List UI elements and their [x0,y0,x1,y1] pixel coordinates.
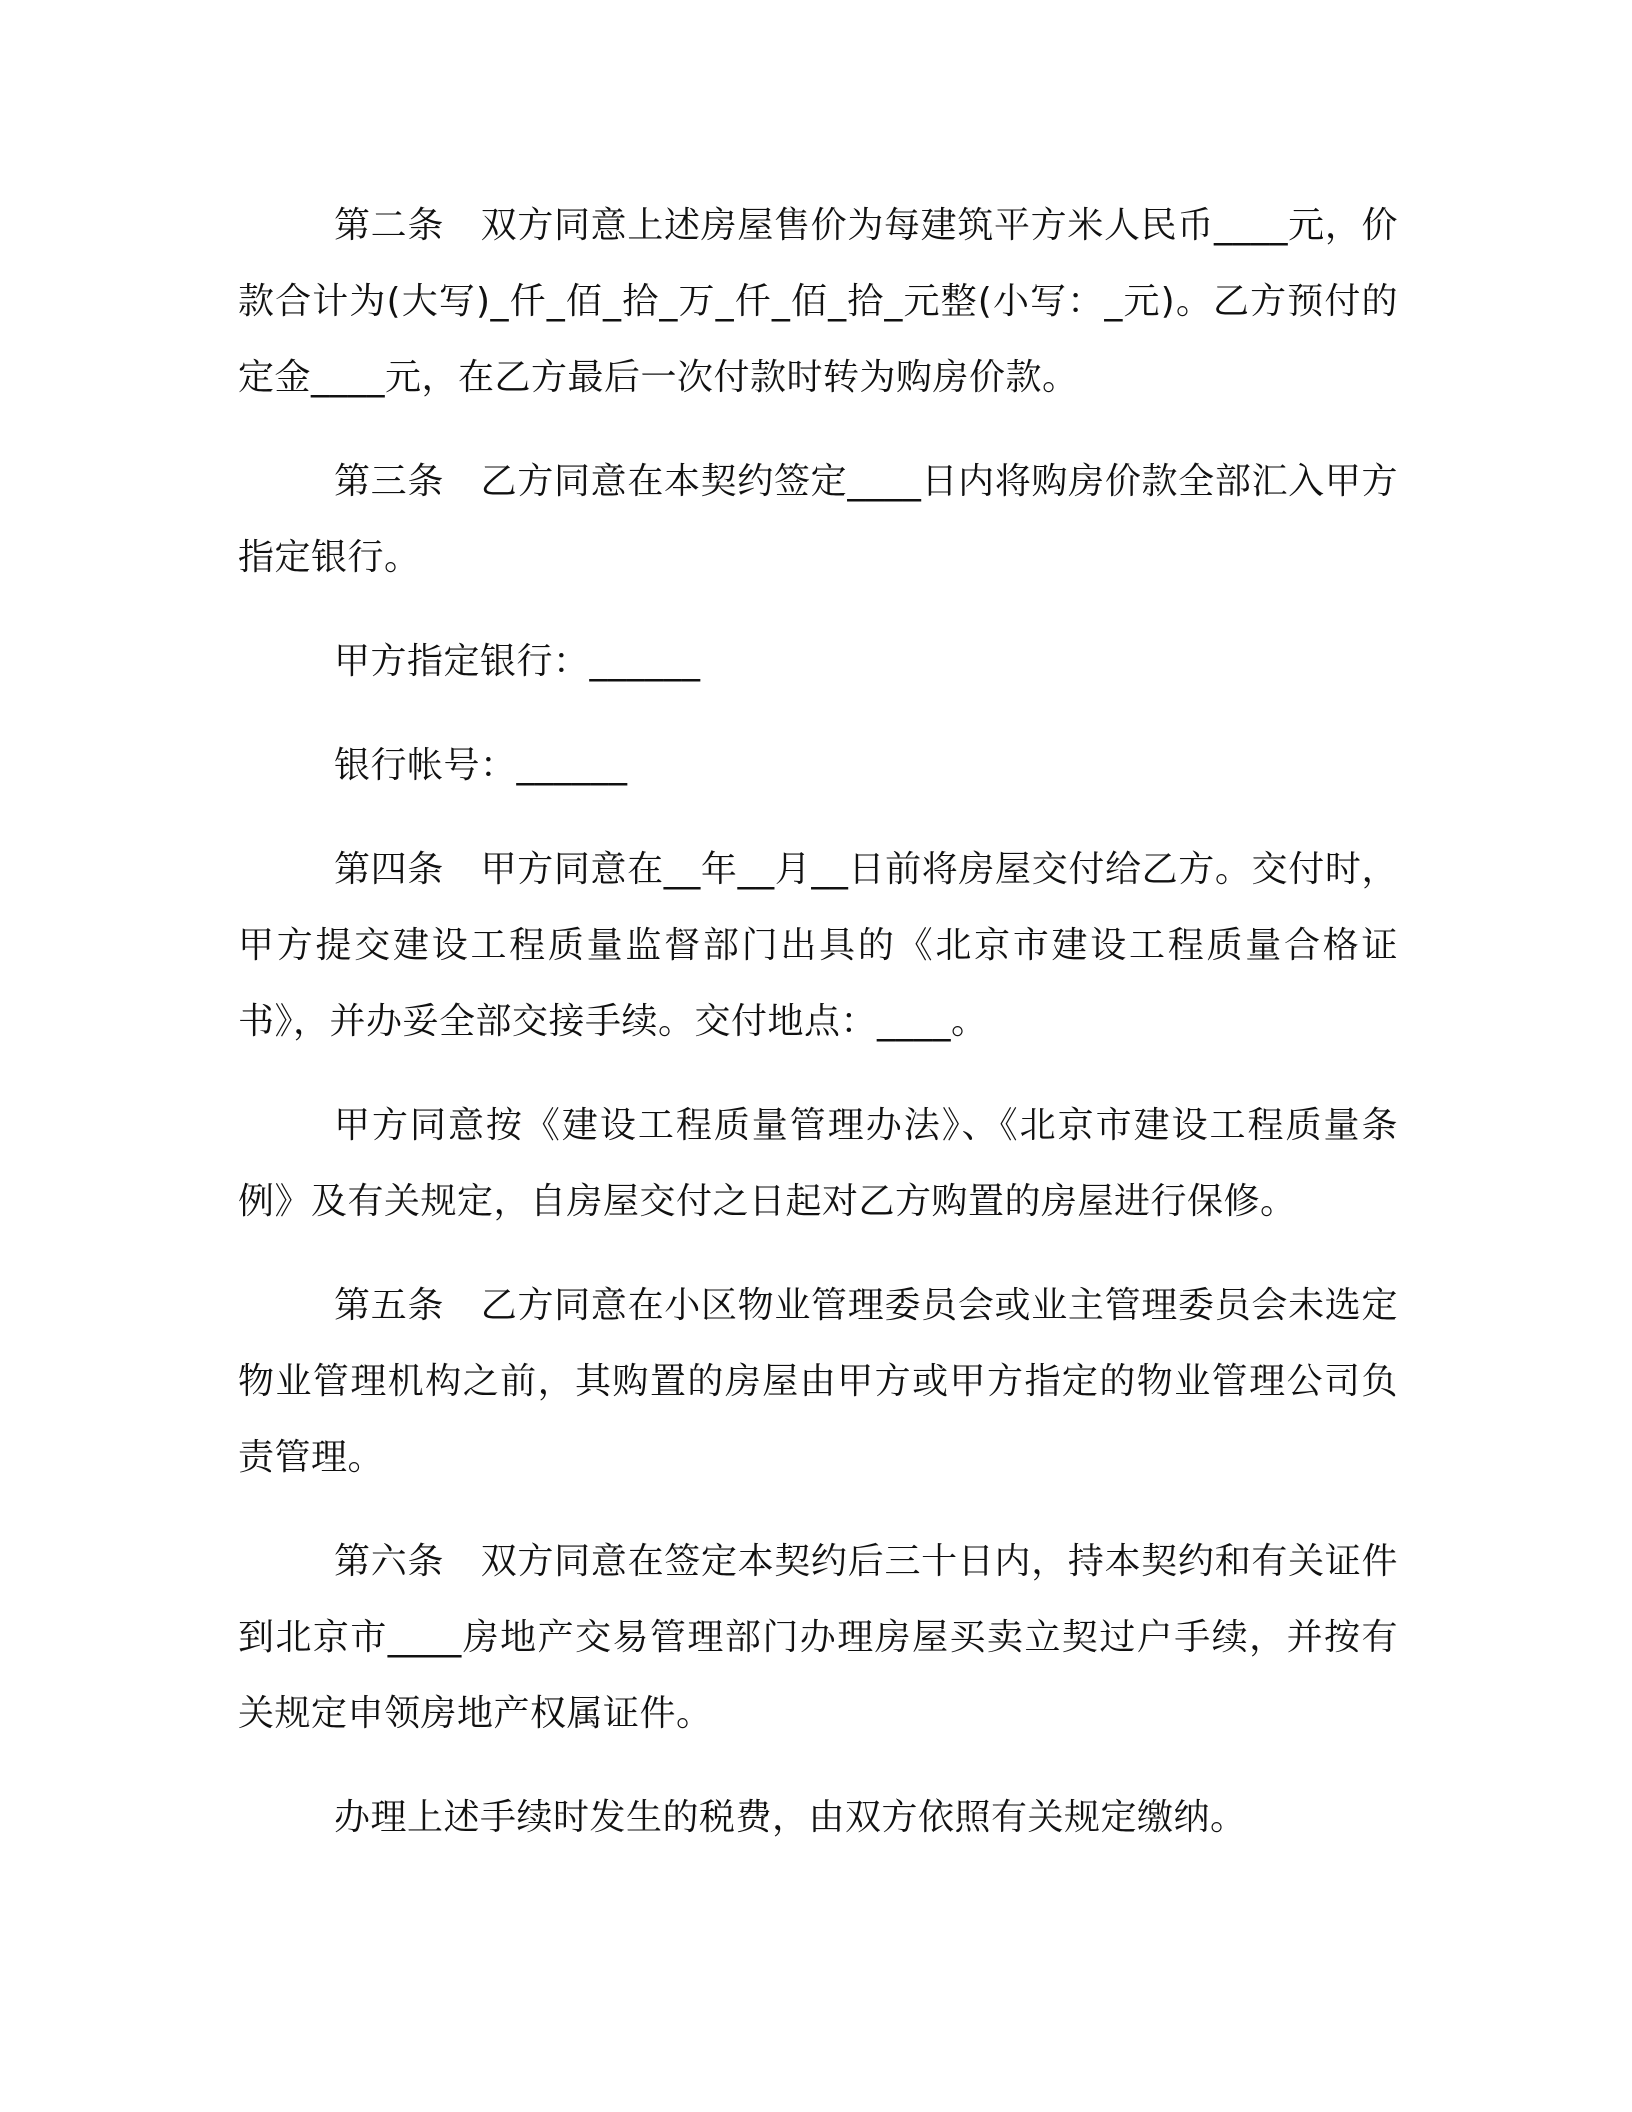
clause-6-transfer: 第六条 双方同意在签定本契约后三十日内，持本契约和有关证件到北京市____房地产交易管理部门办理房屋买卖立契过户手续，并按有关规定申领房地产权属证件。 [238,1541,1398,1734]
clause-2-price: 第二条 双方同意上述房屋售价为每建筑平方米人民币____元，价款合计为(大写)_仟_佰_拾_万_仟_佰_拾_元整(小写：_元)。乙方预付的定金____元，在乙方最后一次付款时转为购房价款。 [238,205,1398,398]
clause-5-property-management: 第五条 乙方同意在小区物业管理委员会或业主管理委员会未选定物业管理机构之前，其购置的房屋由甲方或甲方指定的物业管理公司负责管理。 [238,1285,1398,1478]
document-body [238,188,1398,1856]
taxes-fees-line: 办理上述手续时发生的税费，由双方依照有关规定缴纳。 [334,1797,1247,1838]
clause-4-delivery: 第四条 甲方同意在__年__月__日前将房屋交付给乙方。交付时，甲方提交建设工程质量监督部门出具的《北京市建设工程质量合格证书》，并办妥全部交接手续。交付地点：____。 [238,849,1398,1042]
bank-account-line: 银行帐号：______ [334,745,628,786]
clause-4-warranty: 甲方同意按《建设工程质量管理办法》、《北京市建设工程质量条例》及有关规定，自房屋交付之日起对乙方购置的房屋进行保修。 [238,1105,1398,1222]
clause-3-payment: 第三条 乙方同意在本契约签定____日内将购房价款全部汇入甲方指定银行。 [238,461,1398,578]
designated-bank-line: 甲方指定银行：______ [334,641,701,682]
